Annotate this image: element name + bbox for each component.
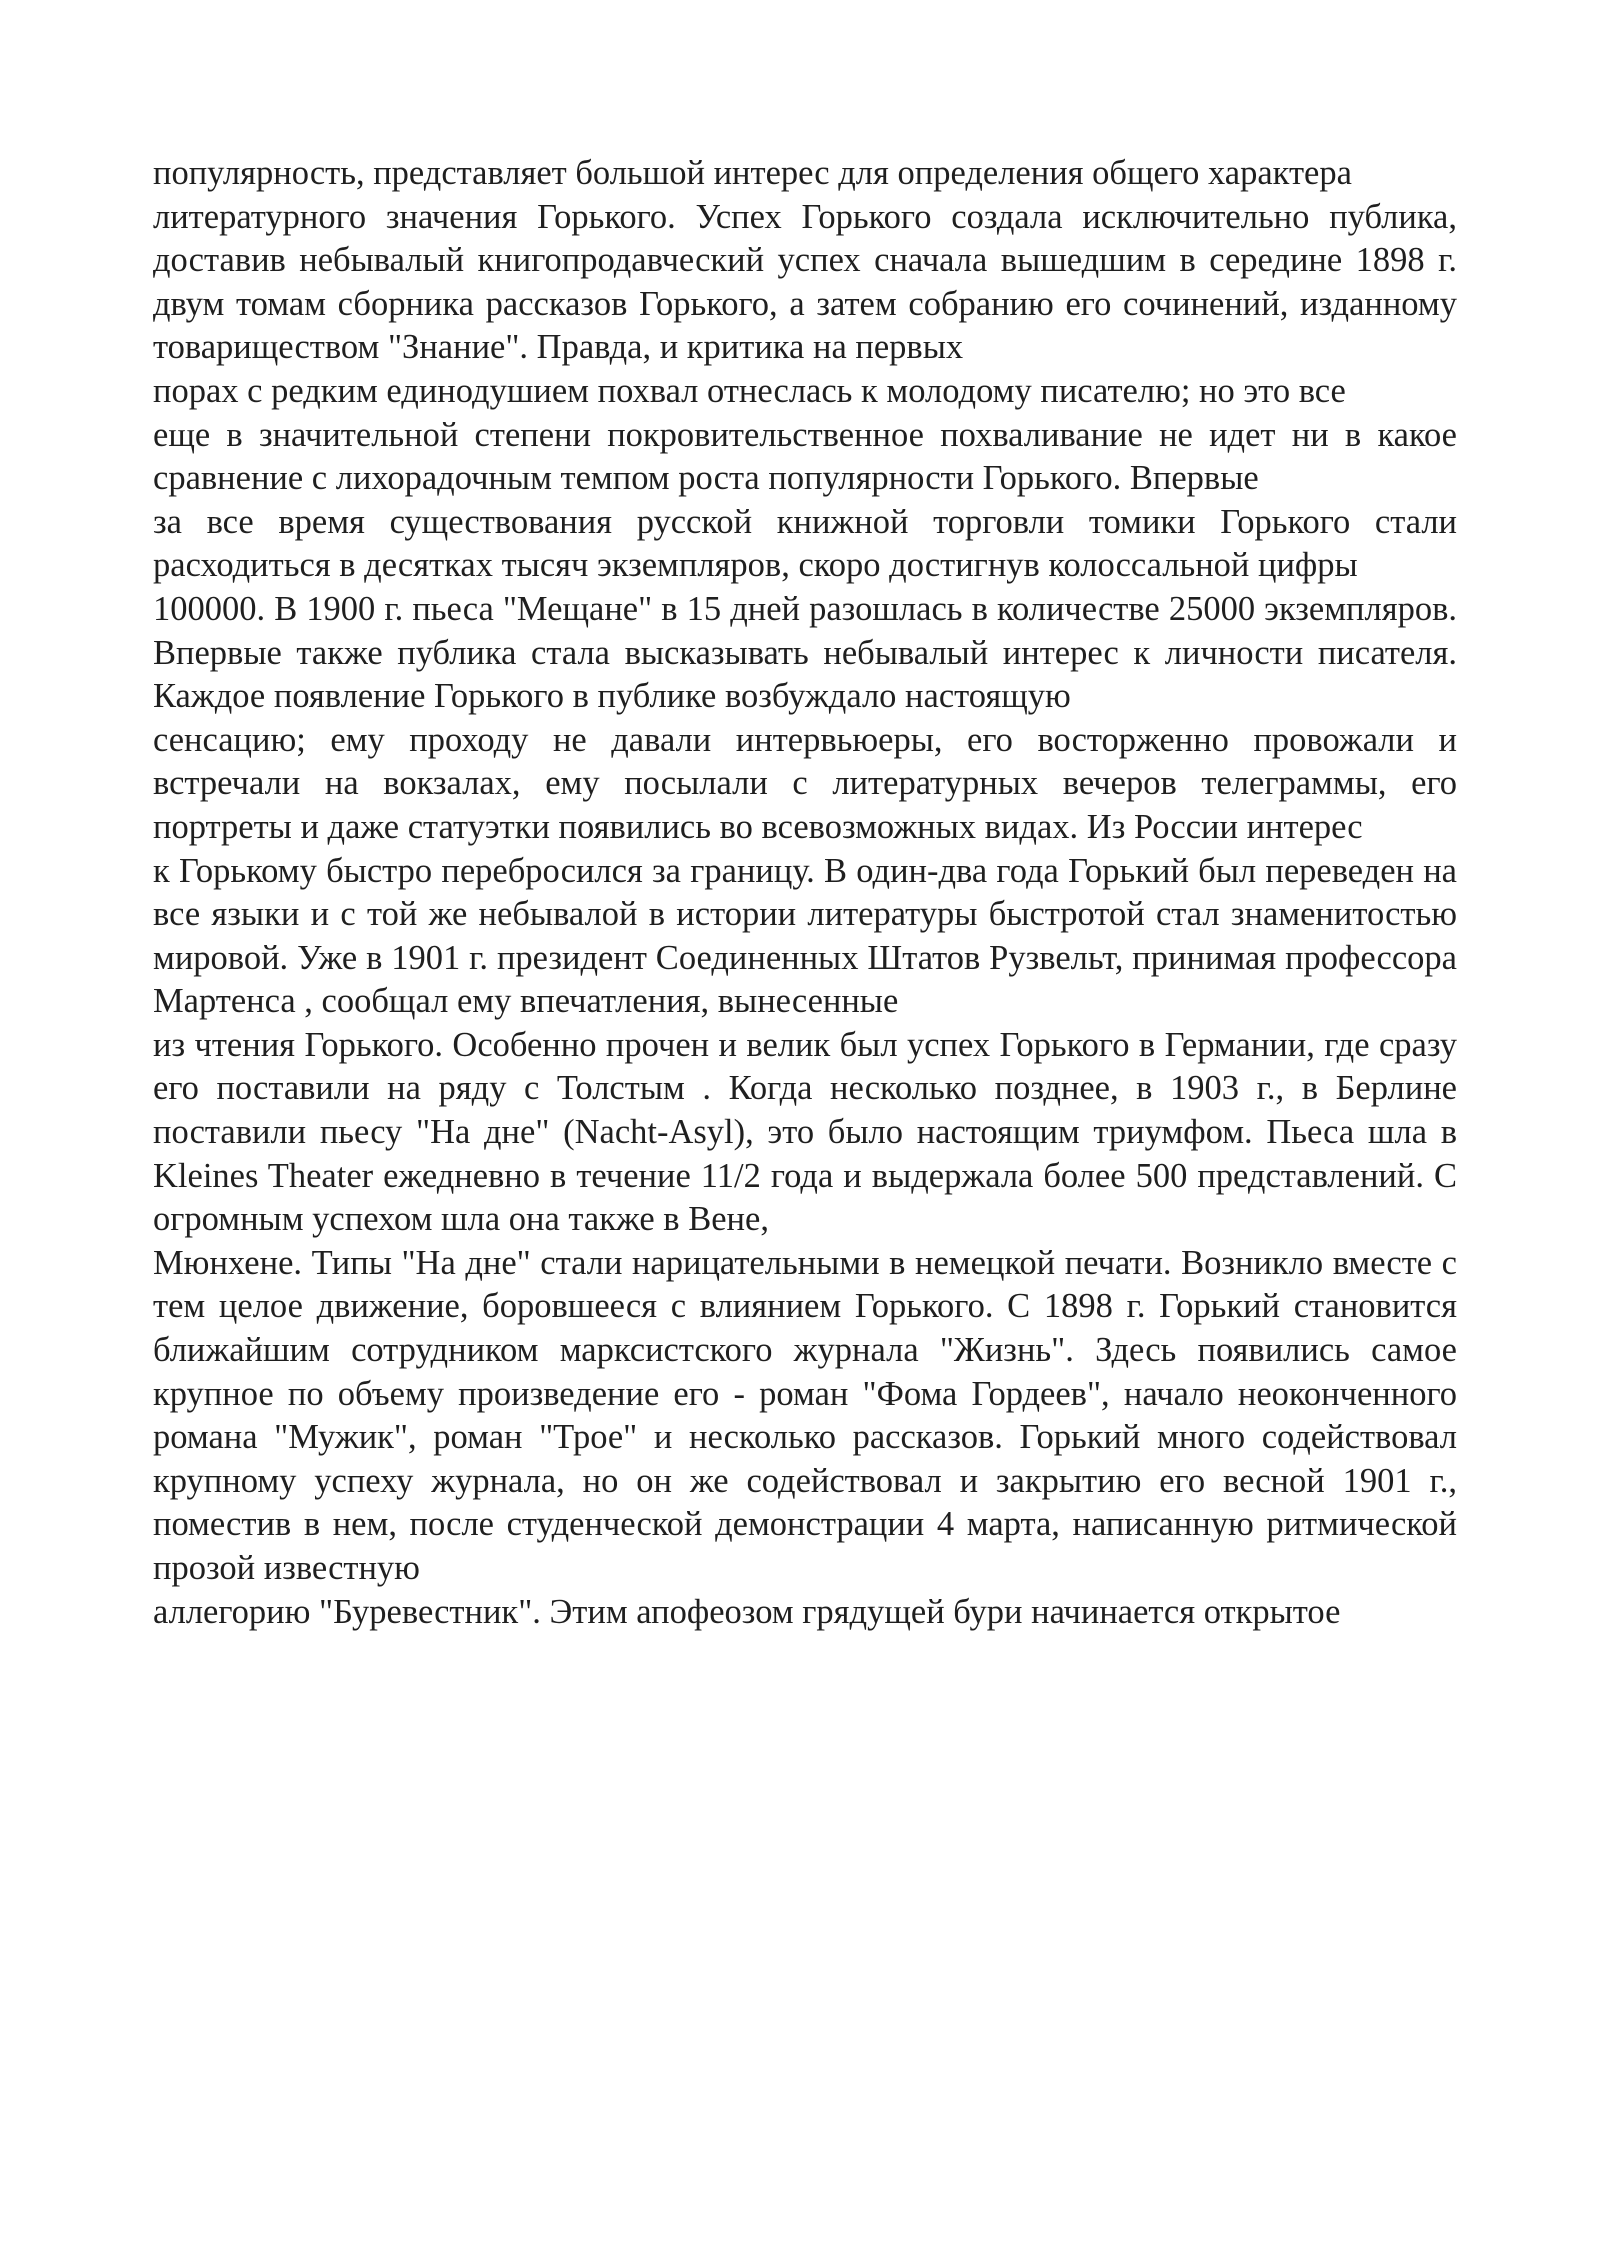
paragraph-9: из чтения Горького. Особенно прочен и велик был успех Горького в Германии, где сразу его поставили на ряду с Толстым . Когда несколько позднее, в 1903 г., в Берлине поставили пьесу "На дне" (Nacht-Asyl), это было настоящим триумфом. Пьеса шла в Kleines Theater ежедневно в течение 11/2 года и выдержала более 500 представлений. С огромным успехом шла она также в Вене, bbox=[153, 1025, 1457, 1239]
document-page bbox=[153, 152, 1457, 1634]
paragraph-8: к Горькому быстро перебросился за границу. В один-два года Горький был переведен на все языки и с той же небывалой в истории литературы быстротой стал знаменитостью мировой. Уже в 1901 г. президент Соединенных Штатов Рузвельт, принимая профессора Мартенса , сообщал ему впечатления, вынесенные bbox=[153, 851, 1457, 1021]
paragraph-4: еще в значительной степени покровительственное похваливание не идет ни в какое сравнение с лихорадочным темпом роста популярности Горького. Впервые bbox=[153, 415, 1457, 498]
paragraph-3: порах с редким единодушием похвал отнеслась к молодому писателю; но это все bbox=[153, 371, 1346, 410]
paragraph-1: популярность, представляет большой интерес для определения общего характера bbox=[153, 154, 1352, 192]
paragraph-6: 100000. В 1900 г. пьеса "Мещане" в 15 дней разошлась в количестве 25000 экземпляров. Впервые также публика стала высказывать небывалый интерес к личности писателя. Каждое появление Горького в публике возбуждало настоящую bbox=[153, 589, 1457, 716]
paragraph-2: литературного значения Горького. Успех Горького создала исключительно публика, доставив небывалый книгопродавческий успех сначала вышедшим в середине 1898 г. двум томам сборника рассказов Горького, а затем собранию его сочинений, изданному товариществом "Знание". Правда, и критика на первых bbox=[153, 197, 1457, 367]
paragraph-11: аллегорию "Буревестник". Этим апофеозом грядущей бури начинается открытое bbox=[153, 1592, 1341, 1631]
paragraph-7: сенсацию; ему проходу не давали интервьюеры, его восторженно провожали и встречали на вокзалах, ему посылали с литературных вечеров телеграммы, его портреты и даже статуэтки появились во всевозможных видах. Из России интерес bbox=[153, 720, 1457, 846]
paragraph-10: Мюнхене. Типы "На дне" стали нарицательными в немецкой печати. Возникло вместе с тем целое движение, боровшееся с влиянием Горького. С 1898 г. Горький становится ближайшим сотрудником марксистского журнала "Жизнь". Здесь появились самое крупное по объему произведение его - роман "Фома Гордеев", начало неоконченного романа "Мужик", роман "Трое" и несколько рассказов. Горький много содействовал крупному успеху журнала, но он же содействовал и закрытию его весной 1901 г., поместив в нем, после студенческой демонстрации 4 марта, написанную ритмической прозой известную bbox=[153, 1243, 1457, 1587]
paragraph-5: за все время существования русской книжной торговли томики Горького стали расходиться в десятках тысяч экземпляров, скоро достигнув колоссальной цифры bbox=[153, 502, 1457, 585]
